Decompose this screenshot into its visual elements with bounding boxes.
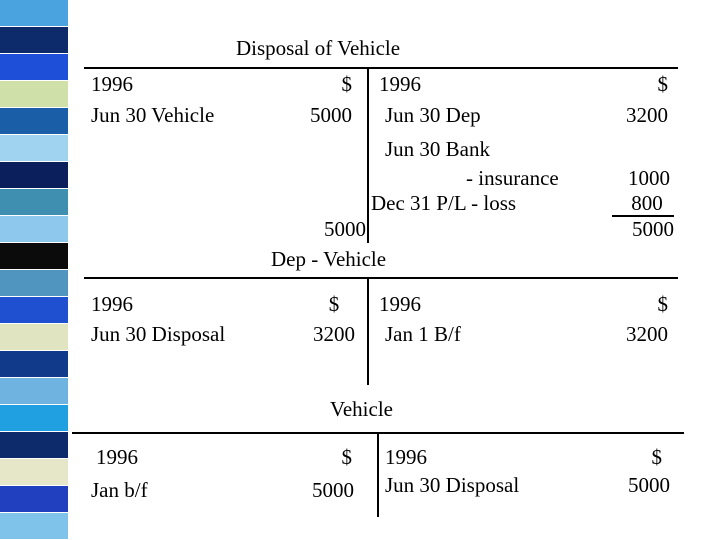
disposal-account-top-rule (84, 67, 678, 69)
vehicle-debit-entry-amount: 5000 (312, 478, 354, 502)
stripe-block (0, 486, 68, 512)
stripe-block (0, 54, 68, 80)
stripe-block (0, 162, 68, 188)
vehicle-credit-currency: $ (651, 445, 662, 469)
dep-vehicle-debit-entry-amount: 3200 (313, 322, 355, 346)
vehicle-credit-entry-label: Jun 30 Disposal (385, 473, 520, 497)
stripe-block (0, 135, 68, 161)
disposal-account-title: Disposal of Vehicle (236, 36, 401, 60)
stripe-block (0, 189, 68, 215)
stripe-block (0, 351, 68, 377)
disposal-account-center-rule (367, 67, 369, 243)
disposal-credit-entry1-amount: 3200 (626, 103, 668, 127)
stripe-block (0, 513, 68, 539)
decorative-stripe (0, 0, 68, 540)
vehicle-account-title: Vehicle (330, 397, 393, 421)
dep-vehicle-debit-currency: $ (328, 292, 340, 316)
stripe-block (0, 405, 68, 431)
vehicle-credit-entry-amount: 5000 (628, 473, 670, 497)
stripe-block (0, 432, 68, 458)
stripe-block (0, 270, 68, 296)
disposal-debit-total: 5000 (324, 217, 366, 241)
stripe-block (0, 324, 68, 350)
stripe-block (0, 216, 68, 242)
dep-vehicle-account-title: Dep - Vehicle (271, 247, 387, 271)
vehicle-account-center-rule (377, 432, 379, 517)
disposal-credit-entry4-label: Dec 31 P/L - loss (371, 191, 517, 215)
stripe-block (0, 378, 68, 404)
disposal-credit-entry3-amount: 1000 (628, 166, 670, 190)
disposal-debit-year: 1996 (91, 72, 133, 96)
dep-vehicle-credit-currency: $ (657, 292, 668, 316)
disposal-debit-entry-label: Jun 30 Vehicle (91, 103, 215, 127)
stripe-block (0, 243, 68, 269)
vehicle-debit-entry-label: Jan b/f (91, 478, 148, 502)
disposal-debit-entry-amount: 5000 (310, 103, 352, 127)
stripe-block (0, 27, 68, 53)
disposal-credit-entry3-label: - insurance (466, 166, 559, 190)
dep-vehicle-account-center-rule (367, 277, 369, 385)
stripe-block (0, 81, 68, 107)
stripe-block (0, 0, 68, 26)
dep-vehicle-credit-entry-amount: 3200 (626, 322, 668, 346)
disposal-credit-entry1-label: Jun 30 Dep (385, 103, 481, 127)
dep-vehicle-debit-year: 1996 (91, 292, 133, 316)
dep-vehicle-credit-year: 1996 (379, 292, 421, 316)
disposal-credit-entry4-amount: 800 (631, 191, 663, 215)
disposal-credit-total: 5000 (632, 217, 674, 241)
dep-vehicle-debit-entry-label: Jun 30 Disposal (91, 322, 226, 346)
stripe-block (0, 108, 68, 134)
disposal-credit-currency: $ (657, 72, 668, 96)
dep-vehicle-account-top-rule (84, 277, 678, 279)
stripe-block (0, 297, 68, 323)
disposal-debit-currency: $ (341, 72, 352, 96)
dep-vehicle-credit-entry-label: Jan 1 B/f (385, 322, 461, 346)
vehicle-debit-year: 1996 (96, 445, 138, 469)
disposal-credit-year: 1996 (379, 72, 421, 96)
vehicle-credit-year: 1996 (385, 445, 427, 469)
stripe-block (0, 459, 68, 485)
disposal-credit-entry2-label: Jun 30 Bank (385, 137, 490, 161)
vehicle-debit-currency: $ (341, 445, 352, 469)
